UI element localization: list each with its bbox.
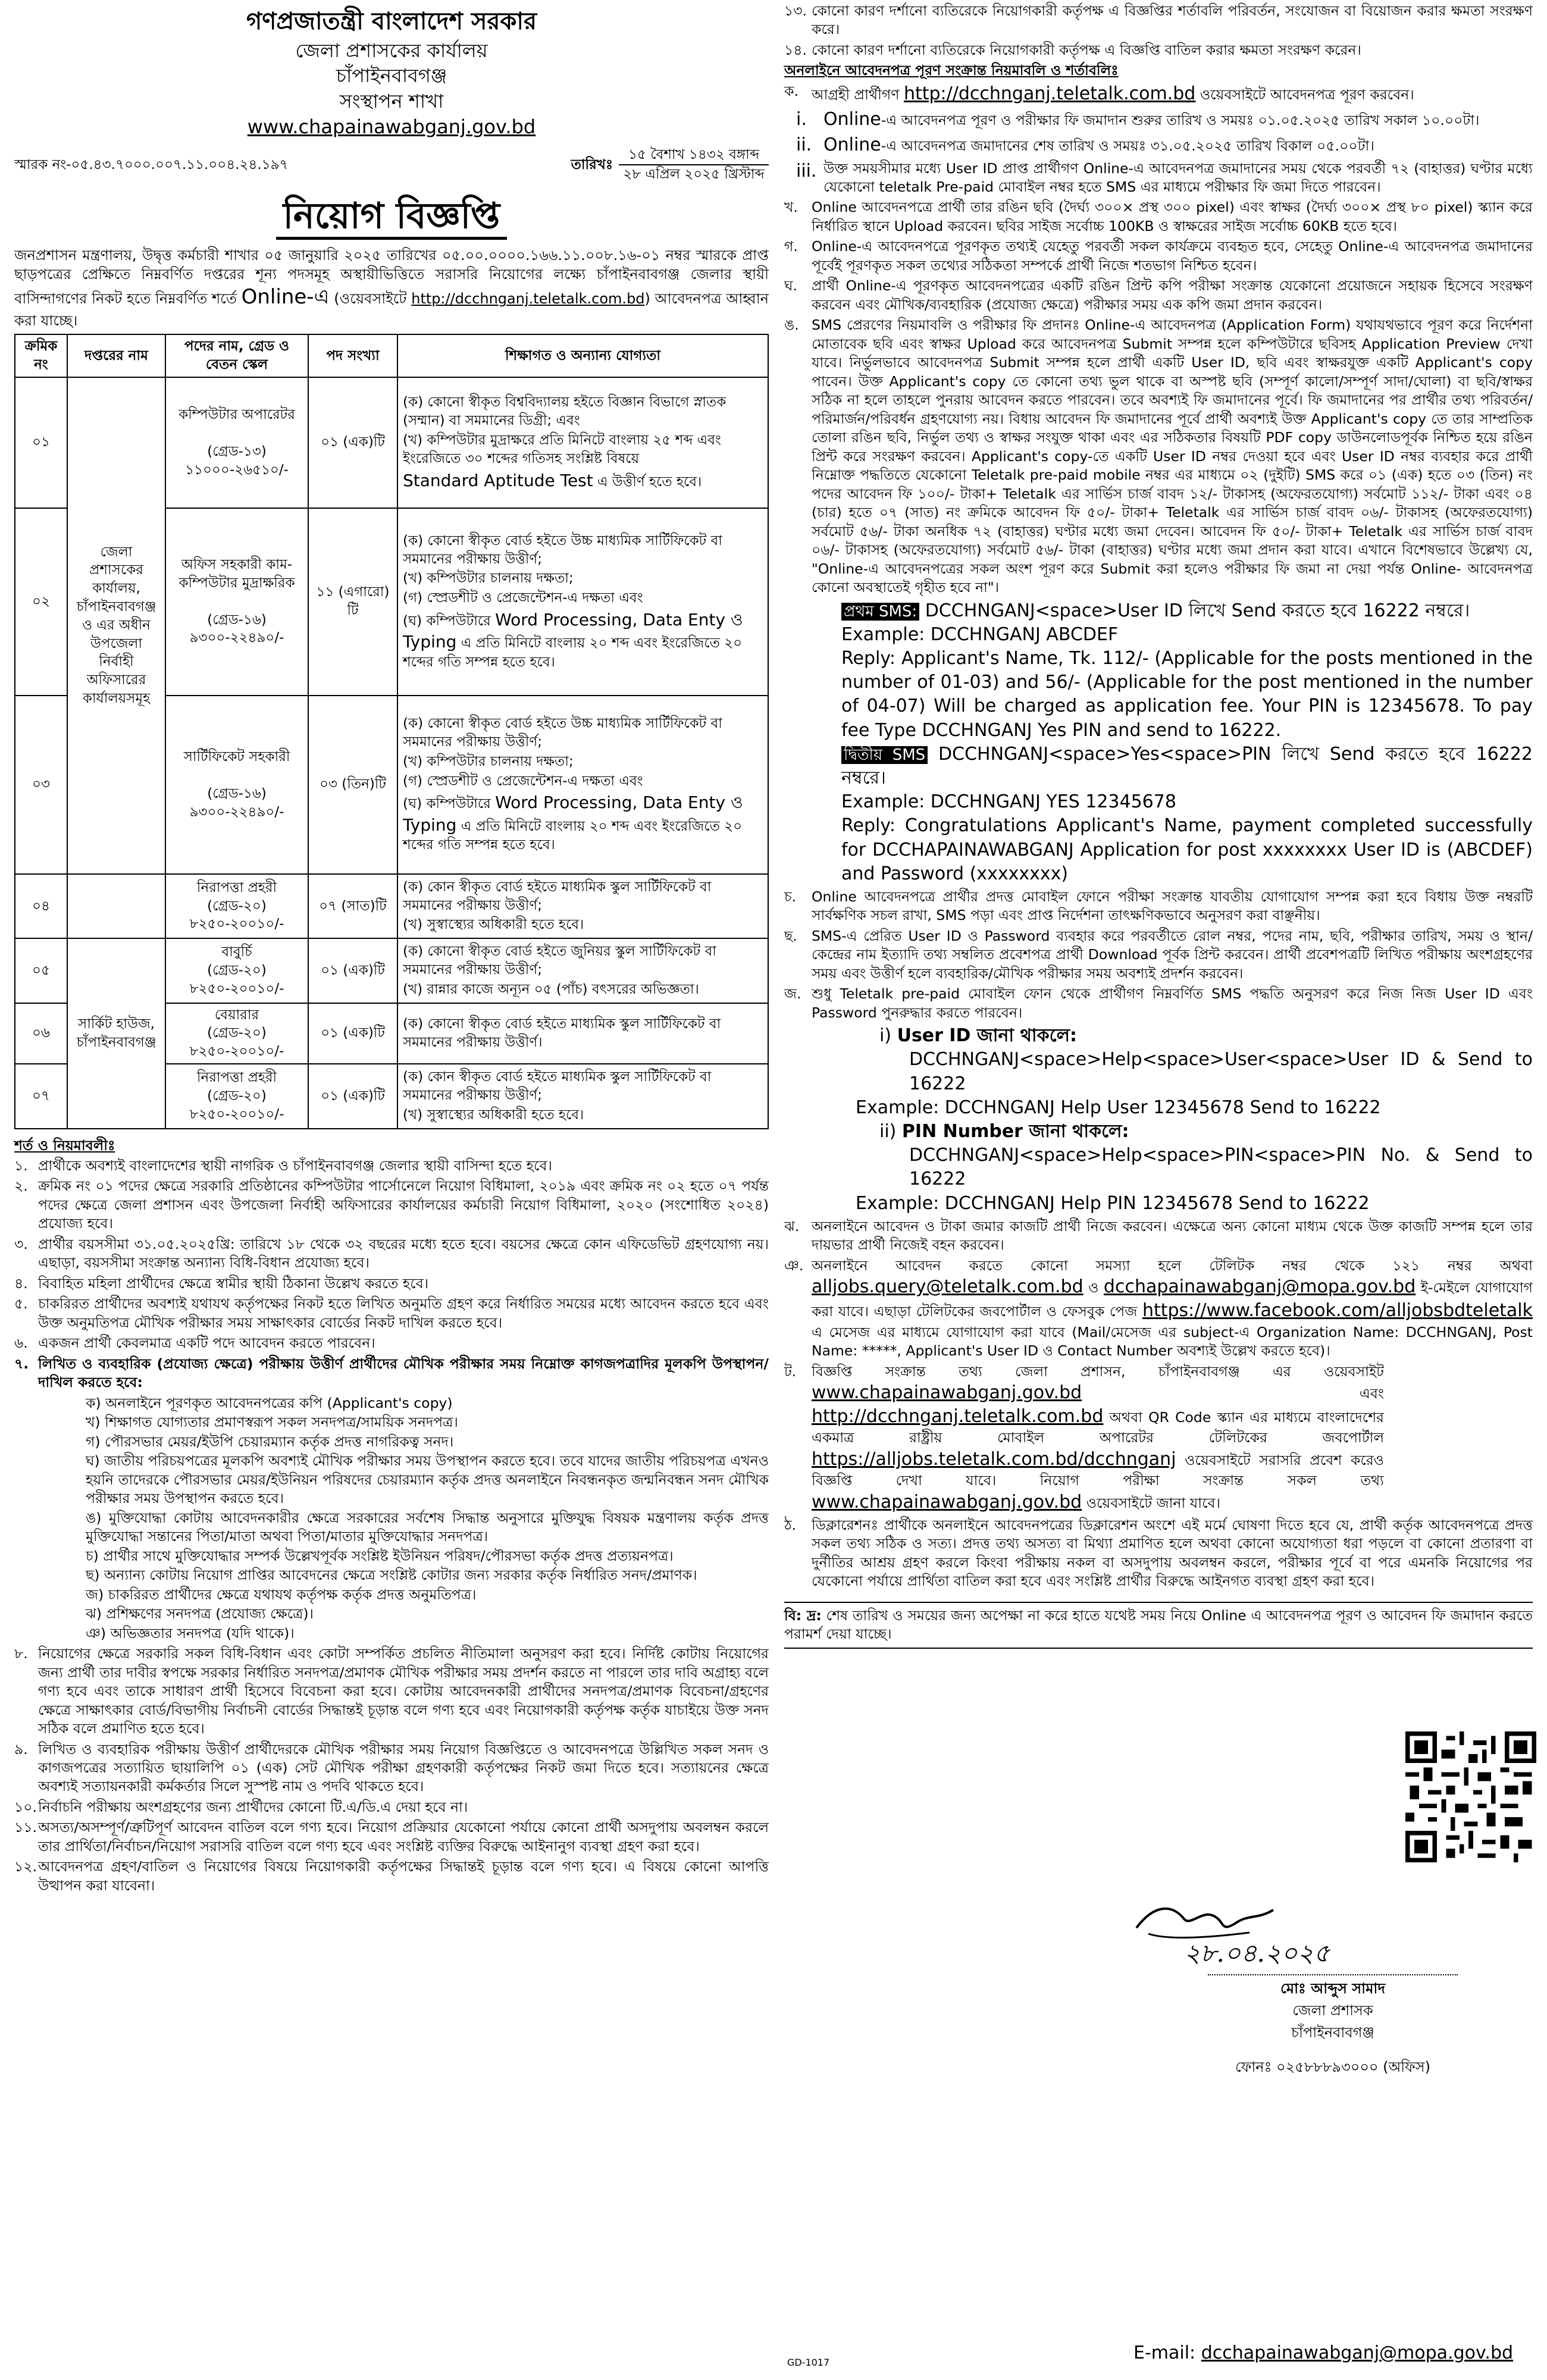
apply-website-link[interactable]: http://dcchnganj.teletalk.com.bd	[903, 83, 1196, 104]
memo-number: স্মারক নং-০৫.৪৩.৭০০০.০০৭.১১.০০৪.২৪.১৯৭	[14, 156, 289, 173]
header-website-link[interactable]: www.chapainawabganj.gov.bd	[247, 115, 536, 139]
document-item: ছ) অন্যান্য কোটায় নিয়োগ প্রাপ্তির আবেদনের ক্ষেত্রে সংশ্লিষ্ট কোটার জন্য সরকার কর্তৃক নির্ধারিত সনদ/প্রমাণক।	[86, 1567, 697, 1584]
list-item: ১. প্রার্থীকে অবশ্যই বাংলাদেশের স্থায়ী নাগরিক ও চাঁপাইনবাবগঞ্জ জেলার স্থায়ী বাসিন্দা হতে হবে।	[14, 1157, 552, 1174]
table-header-row	[15, 334, 768, 377]
sms-first-example: Example: DCCHNGANJ ABCDEF	[841, 624, 1119, 645]
footer-code: GD-1017	[787, 2357, 830, 2368]
table-row: ০৩ সার্টিফিকেট সহকারী (গ্রেড-১৬) ৯৩০০-২২৪৯০/- ০৩ (তিন)টি (ক) কোনো স্বীকৃত বোর্ড হইতে উচ্চ মাধ্যমিক সার্টিফিকেট বা সমমানের পরীক্ষায় উত্তীর্ণ; (খ) কম্পিউটার চালনায় দক্ষতা; (গ) স্প্রেডশীট ও প্রেজেন্টেশন-এ দক্ষতা এবং (ঘ) কম্পিউটারে Word Processing, Data Enty ও Typing এ প্রতি মিনিটে বাংলায় ২০ শব্দ এবং ইংরেজিতে ২০ শব্দের গতি সম্পন্ন হতে হবে।	[15, 696, 768, 874]
conditions	[14, 1136, 769, 1896]
teletalk-email-link[interactable]: alljobs.query@teletalk.com.bd	[812, 1276, 1083, 1298]
qr-code-icon[interactable]	[1405, 1731, 1536, 1862]
sms-second: দ্বিতীয় SMS DCCHNGANJ<space>Yes<space>PIN লিখে Send করতে হবে 16222 নম্বরে।	[841, 743, 1533, 788]
list-item: ছ. SMS-এ প্রেরিত User ID ও Password ব্যবহার করে পরবর্তীতে রোল নম্বর, পদের নাম, ছবি, পরীক্ষার তারিখ, সময় ও স্থান/কেন্দ্রের নাম ইত্যাদি তথ্য সম্বলিত প্রবেশপত্র প্রার্থী Download পূর্বক প্রিন্ট করবেন। প্রার্থী প্রবেশপত্রটি লিখিত পরীক্ষায় অংশগ্রহণের সময় এবং উত্তীর্ণ হলে ব্যবহারিক/মৌখিক পরীক্ষার সময় অবশ্যই প্রদর্শন করবেন।	[784, 927, 1533, 982]
date-stack	[619, 146, 769, 184]
document-item: ক) অনলাইনে পূরণকৃত আবেদনপত্রের কপি (Applicant's copy)	[86, 1394, 453, 1411]
table-row: ০৭ নিরাপত্তা প্রহরী (গ্রেড-২০) ৮২৫০-২০০১০/- ০১ (এক)টি (ক) কোন স্বীকৃত বোর্ড হইতে মাধ্যমিক স্কুল সার্টিফিকেট বা সমমানের পরীক্ষায় উত্তীর্ণ; (খ) সুস্বাস্থ্যের অধিকারী হতে হবে।	[15, 1064, 768, 1128]
list-item: ১৩. কোনো কারণ দর্শানো ব্যতিরেকে নিয়োগকারী কর্তৃপক্ষ এ বিজ্ঞপ্তির শর্তাবলি পরিবর্তন, সংযোজন বা বিয়োজন করার ক্ষমতা সংরক্ষণ করে।	[784, 2, 1533, 38]
list-item: iii. উক্ত সময়সীমার মধ্যে User ID প্রাপ্ত প্রার্থীগণ Online-এ আবেদনপত্র জমাদানের সময় থেকে পরবর্তী ৭২ (বাহাত্তর) ঘণ্টার মধ্যে যেকোনো teletalk Pre-paid মোবাইল নম্বর হতে SMS এর মাধ্যমে পরীক্ষার ফি জমা দিতে পারবেন।	[796, 159, 1533, 195]
left-column	[14, 0, 769, 1897]
document-item: ঞ) অভিজ্ঞতার সনদপত্র (যদি থাকে)।	[86, 1624, 295, 1642]
th-office: দপ্তরের নাম	[67, 334, 165, 377]
signatory-title: জেলা প্রশাসক	[1292, 2002, 1373, 2019]
memo-dates	[571, 146, 769, 184]
sms-first: প্রথম SMS: DCCHNGANJ<space>User ID লিখে Send করতে হবে 16222 নম্বরে।	[784, 599, 1533, 623]
list-item: ৫. চাকরিরত প্রার্থীদের অবশ্যই যথাযথ কর্তৃপক্ষের নিকট হতে লিখিত অনুমতি গ্রহণ করে নির্ধারিত সময়ের মধ্যে আবেদন করতে হবে এবং উক্ত অনুমতিপত্র মৌখিক পরীক্ষার সময় সাক্ষাৎকার বোর্ডের নিকট দাখিল করতে হবে।	[14, 1295, 769, 1331]
list-item: ii. Online-এ আবেদনপত্র জমাদানের শেষ তারিখ ও সময়ঃ ৩১.০৫.২০২৫ তারিখ বিকাল ০৫.০০টা।	[796, 134, 1374, 156]
office-cell-1: জেলা প্রশাসকের কার্যালয়, চাঁপাইনবাবগঞ্জ ও এর অধীন উপজেলা নির্বাহী অফিসারের কার্যালয়সমূহ	[67, 377, 165, 874]
list-item: ঞ. অনলাইনে আবেদন করতে কোনো সমস্যা হলে টেলিটক নম্বর থেকে ১২১ নম্বর অথবা alljobs.query@teletalk.com.bd ও dcchapainawabganj@mopa.gov.bd ই-মেইলে যোগাযোগ করা যাবে। এছাড়া টেলিটকের জবপোর্টাল ও ফেসবুক পেজ https://www.facebook.com/alljobsbdteletalk এ মেসেজ এর মাধ্যমে যোগাযোগ করা যাবে (Mail/মেসেজ এর subject-এ Organization Name: DCCHNGANJ, Post Name: *****, Applicant's User ID ও Contact Number অবশ্যই উল্লেখ করতে হবে)।	[784, 1257, 1533, 1360]
note-box: বি: দ্র: শেষ তারিখ ও সময়ের জন্য অপেক্ষা না করে হাতে যথেষ্ট সময় নিয়ে Online এ আবেদনপত্র পূরণ ও আবেদন ফি জমাদান করতে পরামর্শ দেয়া যাচ্ছে।	[784, 1602, 1533, 1649]
right-text: ১৩. কোনো কারণ দর্শানো ব্যতিরেকে নিয়োগকারী কর্তৃপক্ষ এ বিজ্ঞপ্তির শর্তাবলি পরিবর্তন, সংযোজন বা বিয়োজন করার ক্ষমতা সংরক্ষণ করে। ১৪. কোনো কারণ দর্শানো ব্যতিরেকে নিয়োগকারী কর্তৃপক্ষ এ বিজ্ঞপ্তি বাতিল করার ক্ষমতা সংরক্ষণ করেন। অনলাইনে আবেদনপত্র পূরণ সংক্রান্ত নিয়মাবলি ও শর্তাবলিঃ ক. আগ্রহী প্রার্থীগণ http://dcchnganj.teletalk.com.bd ওয়েবসাইটে আবেদনপত্র পূরণ করবেন। i. Online-এ আবেদনপত্র পূরণ ও পরীক্ষার ফি জমাদান শুরুর তারিখ ও সময়ঃ ০১.০৫.২০২৫ তারিখ সকাল ১০.০০টা। ii. Online-এ আবেদনপত্র জমাদানের শেষ তারিখ ও সময়ঃ ৩১.০৫.২০২৫ তারিখ বিকাল ০৫.০০টা। iii. উক্ত সময়সীমার মধ্যে User ID প্রাপ্ত প্রার্থীগণ Online-এ আবেদনপত্র জমাদানের সময় থেকে পরবর্তী ৭২ (বাহাত্তর) ঘণ্টার মধ্যে যেকোনো teletalk Pre-paid মোবাইল নম্বর হতে SMS এর মাধ্যমে পরীক্ষার ফি জমা দিতে পারবেন। খ. Online আবেদনপত্রে প্রার্থী তার রঙিন ছবি (দৈর্ঘ্য ৩০০× প্রস্থ ৩০০ pixel) এবং স্বাক্ষর (দৈর্ঘ্য ৩০০× প্রস্থ ৮০ pixel) স্ক্যান করে নির্ধারিত স্থানে Upload করবেন। ছবির সাইজ সর্বোচ্চ 100KB ও স্বাক্ষরের সাইজ সর্বোচ্চ 60KB হতে হবে। গ. Online-এ আবেদনপত্রে পূরণকৃত তথ্যই যেহেতু পরবর্তী সকল কার্যক্রমে ব্যবহৃত হবে, সেহেতু Online-এ আবেদনপত্র জমাদানের পূর্বেই পূরণকৃত সকল তথ্যের সঠিকতা সম্পর্কে প্রার্থী নিজে শতভাগ নিশ্চিত হবেন। ঘ. প্রার্থী Online-এ পূরণকৃত আবেদনপত্রের একটি রঙিন প্রিন্ট কপি পরীক্ষা সংক্রান্ত যেকোনো প্রয়োজনে সহায়ক হিসেবে সংরক্ষণ করবেন এবং মৌখিক/ব্যবহারিক (প্রযোজ্য ক্ষেত্রে) পরীক্ষার সময় এক কপি জমা প্রদান করবেন। ঙ. SMS প্রেরণের নিয়মাবলি ও পরীক্ষার ফি প্রদানঃ Online-এ আবেদনপত্র (Application Form) যথাযথভাবে পূরণ করে নির্দেশনা মোতাবেক ছবি এবং স্বাক্ষর Upload করে আবেদনপত্র Submit সম্পন্ন হলে কম্পিউটারে ছবিসহ Application Preview দেখা যাবে। নির্ভুলভাবে আবেদনপত্র Submit সম্পন্ন হলে প্রার্থী একটি User ID, ছবি এবং স্বাক্ষরযুক্ত একটি Applicant's copy পাবেন। উক্ত Applicant's copy তে কোনো তথ্য ভুল থাকে বা অস্পষ্ট ছবি (সম্পূর্ণ কালো/সম্পূর্ণ সাদা/ঘোলা) বা ছবি/স্বাক্ষর সঠিক না হলে তাহলে পুনরায় আবেদন করতে পারবেন। তবে অবশ্যই ফি জমাদানের পূর্বে। ফি জমাদানের পর প্রার্থীর তথ্য পরিবর্তন/পরিমার্জন/পরিবর্ধন গ্রহণযোগ্য নয়। বিধায় আবেদন ফি জমাদানের পূর্বে প্রার্থী অবশ্যই উক্ত Applicant's copy তে তার সাম্প্রতিক তোলা রঙিন ছবি, নির্ভুল তথ্য ও স্বাক্ষর সংযুক্ত থাকা এবং এর সঠিকতার বিষয়টি PDF copy ডাউনলোডপূর্বক নিশ্চিত হয়ে রঙিন প্রিন্ট করে সংরক্ষণ করবেন। Applicant's copy-তে একটি User ID নম্বর দেওয়া হবে এবং User ID নম্বর ব্যবহার করে প্রার্থী নিম্নোক্ত পদ্ধতিতে যেকোনো Teletalk pre-paid mobile নম্বর এর মাধ্যমে ০২ (দুইটি) SMS করে ০১ (এক) হতে ০৩ (তিন) নং পদের আবেদন ফি ১০০/- টাকা+ Teletalk এর সার্ভিস চার্জ বাবদ ১২/- টাকাসহ (অফেরতযোগ্য) সর্বমোট ১১২/- টাকা এবং ০৪ (চার) হতে ০৭ (সাত) নং ক্রমিকে আবেদন ফি ৫০/- টাকা+ Teletalk এর সার্ভিস চার্জ বাবদ ০৬/- টাকাসহ (অফেরতযোগ্য) সর্বমোট ৫৬/- টাকা অনধিক ৭২ (বাহাত্তর) ঘণ্টার মধ্যে জমা দেবেন। আবেদন ফি ৫০/- টাকা+ Teletalk এর সার্ভিস চার্জ বাবদ ০৬/- টাকাসহ (অফেরতযোগ্য) সর্বমোট ৫৬/- টাকা (বাহাত্তর) ঘণ্টার মধ্যে জমা প্রদান করা যাবে। এখানে বিশেষভাবে উল্লেখ্য যে, "Online-এ আবেদনপত্রের সকল অংশ পূরণ করে Submit করা হলেও পরীক্ষার ফি জমা না দেয়া পর্যন্ত Online- আবেদনপত্র কোনো অবস্থাতেই গৃহীত হবে না"। প্রথম SMS: DCCHNGANJ<space>User ID লিখে Send করতে হবে 16222 নম্বরে। Example: DCCHNGANJ ABCDEF Reply: Applicant's Name, Tk. 112/- (Applicable for the posts mentioned in the number of 01-03) and 56/- (Applicable for the post mentioned in the number of 04-07) Will be charged as application fee. Your PIN is 12345678. To pay fee Type DCCHNGANJ Yes PIN and send to 16222. দ্বিতীয় SMS DCCHNGANJ<space>Yes<space>PIN লিখে Send করতে হবে 16222 নম্বরে। Example: DCCHNGANJ YES 12345678 Reply: Congratulations Applicant's Name, payment completed successfully for DCCHAPAINAWABGANJ Application for post xxxxxxxx User ID is (ABCDEF) and Password (xxxxxxxx) চ. Online আবেদনপত্রে প্রার্থীর প্রদত্ত মোবাইল ফোনে পরীক্ষা সংক্রান্ত যাবতীয় যোগাযোগ সম্পন্ন করা হবে বিধায় উক্ত নম্বরটি সার্বক্ষণিক সচল রাখা, SMS পড়া এবং প্রাপ্ত নির্দেশনা তাৎক্ষণিকভাবে অনুসরণ করা বাঞ্ছনীয়। ছ. SMS-এ প্রেরিত User ID ও Password ব্যবহার করে পরবর্তীতে রোল নম্বর, পদের নাম, ছবি, পরীক্ষার তারিখ, সময় ও স্থান/কেন্দ্রের নাম ইত্যাদি তথ্য সম্বলিত প্রবেশপত্র প্রার্থী Download পূর্বক প্রিন্ট করবেন। প্রার্থী প্রবেশপত্রটি লিখিত পরীক্ষায় অংশগ্রহণের সময় এবং উত্তীর্ণ হলে ব্যবহারিক/মৌখিক পরীক্ষার সময় অবশ্যই প্রদর্শন করবেন। জ. শুধু Teletalk pre-paid মোবাইল ফোন থেকে প্রার্থীগণ নিম্নবর্ণিত SMS পদ্ধতি অনুসরণ করে নিজ নিজ User ID এবং Password পুনরুদ্ধার করতে পারবেন। i) User ID জানা থাকলে: DCCHNGANJ<space>Help<space>User<space>User ID & Send to 16222 Example: DCCHNGANJ Help User 12345678 Send to 16222 ii) PIN Number জানা থাকলে: DCCHNGANJ<space>Help<space>PIN<space>PIN No. & Send to 16222 Example: DCCHNGANJ Help PIN 12345678 Send to 16222 ঝ. অনলাইনে আবেদন ও টাকা জমার কাজটি প্রার্থী নিজে করবেন। এক্ষেত্রে অন্য কোনো মাধ্যম থেকে উক্ত কাজটি সম্পন্ন হলে তার দায়ভার প্রার্থী নিজেই বহন করবেন। ঞ. অনলাইনে আবেদন করতে কোনো সমস্যা হলে টেলিটক নম্বর থেকে ১২১ নম্বর অথবা alljobs.query@teletalk.com.bd ও dcchapainawabganj@mopa.gov.bd ই-মেইলে যোগাযোগ করা যাবে। এছাড়া টেলিটকের জবপোর্টাল ও ফেসবুক পেজ https://www.facebook.com/alljobsbdteletalk এ মেসেজ এর মাধ্যমে যোগাযোগ করা যাবে (Mail/মেসেজ এর subject-এ Organization Name: DCCHNGANJ, Post Name: *****, Applicant's User ID ও Contact Number অবশ্যই উল্লেখ করতে হবে)। ট. বিজ্ঞপ্তি সংক্রান্ত তথ্য জেলা প্রশাসন, চাঁপাইনবাবগঞ্জ এর ওয়েবসাইট www.chapainawabganj.gov.bd এবং http://dcchnganj.teletalk.com.bd অথবা QR Code স্ক্যান এর মাধ্যমে বাংলাদেশের একমাত্র রাষ্ট্রীয় মোবাইল অপারেটর টেলিটকের জবপোর্টাল https://alljobs.teletalk.com.bd/dcchnganj ওয়েবসাইটে সরাসরি প্রবেশ করেও বিজ্ঞপ্তি দেখা যাবে। নিয়োগ পরীক্ষা সংক্রান্ত সকল তথ্য www.chapainawabganj.gov.bd ওয়েবসাইটে জানা যাবে। ঠ. ডিক্লারেশনঃ প্রার্থীকে অনলাইনে আবেদনপত্রের ডিক্লারেশন অংশে এই মর্মে ঘোষণা দিতে হবে যে, প্রার্থী কর্তৃক আবেদনপত্রে প্রদত্ত সকল তথ্য সঠিক ও সত্য। প্রদত্ত তথ্য অসত্য বা মিথ্যা প্রমাণিত হলে অথবা কোনো অযোগ্যতা ধরা পড়লে বা কোনো প্রতারণা বা দুর্নীতির আশ্রয় গ্রহণ করলে কিংবা পরীক্ষায় নকল বা অসদুপায় অবলম্বন করলে, পরীক্ষার পূর্বে বা পরে এমনকি নিয়োগের পর যেকোনো পর্যায়ে প্রার্থিতা বাতিল করা হবে এবং সংশ্লিষ্ট প্রার্থীর বিরুদ্ধে আইনগত ব্যবস্থা গ্রহণ করা হবে। বি: দ্র: শেষ তারিখ ও সময়ের জন্য অপেক্ষা না করে হাতে যথেষ্ট সময় নিয়ে Online এ আবেদনপত্র পূরণ ও আবেদন ফি জমাদান করতে পরামর্শ দেয়া যাচ্ছে।	[784, 2, 1533, 1649]
recover-user-id: i) User ID জানা থাকলে:	[879, 1025, 1078, 1047]
signatory-email-link[interactable]: dcchapainawabganj@mopa.gov.bd	[1201, 2343, 1514, 2363]
table-row: ০১ জেলা প্রশাসকের কার্যালয়, চাঁপাইনবাবগঞ্জ ও এর অধীন উপজেলা নির্বাহী অফিসারের কার্যালয়সমূহ কম্পিউটার অপারেটর (গ্রেড-১৩) ১১০০০-২৬৫১০/- ০১ (এক)টি (ক) কোনো স্বীকৃত বিশ্ববিদ্যালয় হইতে বিজ্ঞান বিভাগে স্নাতক (সম্মান) বা সমমানের ডিগ্রী; এবং (খ) কম্পিউটার মুদ্রাক্ষরে প্রতি মিনিটে বাংলায় ২৫ শব্দ এবং ইংরেজিতে ৩০ শব্দের গতিসহ সংশ্লিষ্ট বিষয়ে Standard Aptitude Test এ উত্তীর্ণ হতে হবে।	[15, 377, 768, 508]
list-item: ঝ. অনলাইনে আবেদন ও টাকা জমার কাজটি প্রার্থী নিজে করবেন। এক্ষেত্রে অন্য কোনো মাধ্যম থেকে উক্ত কাজটি সম্পন্ন হলে তার দায়ভার প্রার্থী নিজেই বহন করবেন।	[784, 1217, 1533, 1254]
list-item: ৬. একজন প্রার্থী কেবলমাত্র একটি পদে আবেদন করতে পারবেন।	[14, 1335, 375, 1352]
list-item: ১১. অসত্য/অসম্পূর্ণ/ত্রুটিপূর্ণ আবেদন বাতিল বলে গণ্য হবে। নিয়োগ প্রক্রিয়ার যেকোনো পর্যায়ে কোনো প্রার্থী অসদুপায় অবলম্বন করলে তার প্রার্থিতা/নির্বাচন/নিয়োগ সরাসরি বাতিল বলে গণ্য হবে এবং সংশ্লিষ্ট ব্যক্তির বিরুদ্ধে আইনানুগ ব্যবস্থা গ্রহণ করা হবে।	[14, 1819, 769, 1855]
memo-line	[14, 146, 769, 184]
table-row: ০৫ সার্কিট হাউজ, চাঁপাইনবাবগঞ্জ বাবুর্চি (গ্রেড-২০) ৮২৫০-২০০১০/- ০১ (এক)টি (ক) কোনো স্বীকৃত বোর্ড হইতে জুনিয়র স্কুল সার্টিফিকেট বা সমমানের পরীক্ষায় উত্তীর্ণ; (খ) রান্নার কাজে অন্যূন ০৫ (পাঁচ) বৎসরের অভিজ্ঞতা।	[15, 938, 768, 1003]
government-name: গণপ্রজাতন্ত্রী বাংলাদেশ সরকার	[246, 8, 537, 35]
list-item: ক. আগ্রহী প্রার্থীগণ http://dcchnganj.teletalk.com.bd ওয়েবসাইটে আবেদনপত্র পূরণ করবেন।	[784, 82, 1414, 104]
office-cell-2: সার্কিট হাউজ, চাঁপাইনবাবগঞ্জ	[67, 938, 165, 1128]
alljobs-link[interactable]: https://alljobs.teletalk.com.bd/dcchnganj	[812, 1448, 1176, 1470]
th-count: পদ সংখ্যা	[308, 334, 397, 377]
document-item: চ) প্রার্থীর সাথে মুক্তিযোদ্ধার সম্পর্ক উল্লেখপূর্বক সংশ্লিষ্ট ইউনিয়ন পরিষদ/পৌরসভা কর্তৃক প্রদত্ত প্রত্যয়নপত্র।	[86, 1547, 674, 1564]
th-serial: ক্রমিক নং	[15, 334, 67, 377]
list-item: ৭. লিখিত ও ব্যবহারিক (প্রযোজ্য ক্ষেত্রে) পরীক্ষায় উত্তীর্ণ প্রার্থীদের মৌখিক পরীক্ষার সময় নিম্নোক্ত কাগজপত্রাদির মূলকপি উপস্থাপন/দাখিল করতে হবে:	[14, 1355, 769, 1391]
document-item: ঘ) জাতীয় পরিচয়পত্রের মূলকপি অবশ্যই মৌখিক পরীক্ষার সময় উপস্থাপন করতে হবে। তবে যাদের জাতীয় পরিচয়পত্র এখনও হয়নি তাদেরকে পৌরসভার মেয়র/ইউনিয়ন পরিষদের চেয়ারম্যান কর্তৃক প্রদত্ত অনলাইনে নিবন্ধনকৃত জন্মনিবন্ধন সনদ মৌখিক পরীক্ষার সময় উপস্থাপন করতে হবে।	[86, 1452, 769, 1507]
list-item: ১২. আবেদনপত্র গ্রহণ/বাতিল ও নিয়োগের বিষয়ে নিয়োগকারী কর্তৃপক্ষের সিদ্ধান্তই চূড়ান্ত বলে গণ্য হবে। এ বিষয়ে কোনো আপত্তি উত্থাপন করা যাবেনা।	[14, 1858, 769, 1894]
document-item: খ) শিক্ষাগত যোগ্যতার প্রমাণস্বরূপ সকল সনদপত্র/সাময়িক সনদপত্র।	[86, 1414, 458, 1431]
signatory-phone: ফোনঃ ০২৫৮৮৮৯৩০০০ (অফিস)	[1235, 2058, 1430, 2075]
header	[14, 6, 769, 140]
table-row: ০২ অফিস সহকারী কাম-কম্পিউটার মুদ্রাক্ষরিক (গ্রেড-১৬) ৯৩০০-২২৪৯০/- ১১ (এগারো) টি (ক) কোনো স্বীকৃত বোর্ড হইতে উচ্চ মাধ্যমিক সার্টিফিকেট বা সমমানের পরীক্ষায় উত্তীর্ণ; (খ) কম্পিউটার চালনায় দক্ষতা; (গ) স্প্রেডশীট ও প্রেজেন্টেশন-এ দক্ষতা এবং (ঘ) কম্পিউটারে Word Processing, Data Enty ও Typing এ প্রতি মিনিটে বাংলায় ২০ শব্দ এবং ইংরেজিতে ২০ শব্দের গতি সম্পন্ন হতে হবে।	[15, 508, 768, 696]
list-item: গ. Online-এ আবেদনপত্রে পূরণকৃত তথ্যই যেহেতু পরবর্তী সকল কার্যক্রমে ব্যবহৃত হবে, সেহেতু Online-এ আবেদনপত্র জমাদানের পূর্বেই পূরণকৃত সকল তথ্যের সঠিকতা সম্পর্কে প্রার্থী নিজে শতভাগ নিশ্চিত হবেন।	[784, 238, 1533, 274]
th-post: পদের নাম, গ্রেড ও বেতন স্কেল	[165, 334, 308, 377]
sms-first-tag: প্রথম SMS:	[841, 603, 919, 621]
signature-date: ২৮.০৪.২০২৫	[1184, 1939, 1330, 1968]
intro-paragraph: জনপ্রশাসন মন্ত্রণালয়, উদ্বৃত্ত কর্মচারী শাখার ০৫ জানুয়ারি ২০২৫ তারিখের ০৫.০০.০০০০.১৬৬.১১.০০৮.১৬-০১ নম্বর স্মারকে প্রাপ্ত ছাড়পত্রের প্রেক্ষিতে নিম্নবর্ণিত দপ্তরের শূন্য পদসমূহ অস্থায়ীভিত্তিতে সরাসরি নিয়োগের লক্ষ্যে চাঁপাইনবাবগঞ্জ জেলার স্থায়ী বাসিন্দাগণের নিকট হতে নিম্নবর্ণিত শর্তে Online-এ (ওয়েবসাইটে http://dcchnganj.teletalk.com.bd) আবেদনপত্র আহ্বান করা যাচ্ছে।	[14, 247, 769, 329]
note-tag: বি: দ্র:	[784, 1606, 822, 1624]
date-label: তারিখঃ	[571, 156, 613, 173]
intro-apply-link[interactable]: http://dcchnganj.teletalk.com.bd	[411, 290, 645, 308]
notice-title: নিয়োগ বিজ্ঞপ্তি	[14, 192, 769, 240]
conditions-heading: শর্ত ও নিয়মাবলীঃ	[14, 1136, 115, 1154]
office-name: জেলা প্রশাসকের কার্যালয়	[295, 39, 488, 62]
document-item: জ) চাকরিরত প্রার্থীদের ক্ষেত্রে যথাযথ কর্তৃপক্ষ কর্তৃক প্রদত্ত অনুমতিপত্র।	[86, 1586, 477, 1603]
posts-table	[14, 334, 769, 1129]
list-item: ১৪. কোনো কারণ দর্শানো ব্যতিরেকে নিয়োগকারী কর্তৃপক্ষ এ বিজ্ঞপ্তি বাতিল করার ক্ষমতা সংরক্ষণ করেন।	[784, 41, 1361, 58]
sms-second-example: Example: DCCHNGANJ YES 12345678	[841, 791, 1176, 813]
table-row: ০৬ বেয়ারার (গ্রেড-২০) ৮২৫০-২০০১০/- ০১ (এক)টি (ক) কোনো স্বীকৃত বোর্ড হইতে মাধ্যমিক স্কুল সার্টিফিকেট বা সমমানের পরীক্ষায় উত্তীর্ণ।	[15, 1003, 768, 1064]
list-item: ঠ. ডিক্লারেশনঃ প্রার্থীকে অনলাইনে আবেদনপত্রের ডিক্লারেশন অংশে এই মর্মে ঘোষণা দিতে হবে যে, প্রার্থী কর্তৃক আবেদনপত্রে প্রদত্ত সকল তথ্য সঠিক ও সত্য। প্রদত্ত তথ্য অসত্য বা মিথ্যা প্রমাণিত হলে অথবা কোনো অযোগ্যতা ধরা পড়লে বা কোনো প্রতারণা বা দুর্নীতির আশ্রয় গ্রহণ করলে কিংবা পরীক্ষায় নকল বা অসদুপায় অবলম্বন করলে, পরীক্ষার পূর্বে বা পরে এমনকি নিয়োগের পর যেকোনো পর্যায়ে প্রার্থিতা বাতিল করা হবে এবং সংশ্লিষ্ট প্রার্থীর বিরুদ্ধে আইনগত ব্যবস্থা গ্রহণ করা হবে।	[784, 1516, 1533, 1590]
sms-second-reply: Reply: Congratulations Applicant's Name, payment completed successfully for DCCHAPAINAWABGANJ Application for post xxxxxxxx User ID is (ABCDEF) and Password (xxxxxxxx)	[841, 815, 1533, 884]
list-item: ১০. নির্বাচনি পরীক্ষায় অংশগ্রহণের জন্য প্রার্থীদের কোনো টি.এ/ডি.এ দেয়া হবে না।	[14, 1798, 468, 1815]
list-item: ২. ক্রমিক নং ০১ পদের ক্ষেত্রে সরকারি প্রতিষ্ঠানের কম্পিউটার পার্সোনেলে নিয়োগ বিধিমালা, ২০১৯ এবং ক্রমিক নং ০২ হতে ০৭ পর্যন্ত পদের ক্ষেত্রে জেলা প্রশাসন এবং উপজেলা নির্বাহী অফিসারের কার্যালয়ের কর্মচারী নিয়োগ বিধিমালা, ২০২০ (সংশোধিত ২০২৪) প্রযোজ্য হবে।	[14, 1178, 769, 1232]
recover-pin: ii) PIN Number জানা থাকলে:	[879, 1121, 1129, 1142]
date-english: ২৮ এপ্রিল ২০২৫ খ্রিস্টাব্দ	[623, 166, 765, 182]
signature-block	[1208, 1974, 1458, 2078]
document-item: ঝ) প্রশিক্ষণের সনদপত্র (প্রযোজ্য ক্ষেত্রে)।	[86, 1605, 314, 1623]
list-item: ৪. বিবাহিত মহিলা প্রার্থীদের ক্ষেত্রে স্বামীর স্থায়ী ঠিকানা উল্লেখ করতে হবে।	[14, 1274, 429, 1292]
document-item: ঙ) মুক্তিযোদ্ধা কোটায় আবেদনকারীর ক্ষেত্রে সরকারের সর্বশেষ সিদ্ধান্ত অনুসারে মুক্তিযুদ্ধ বিষয়ক মন্ত্রণালয় কর্তৃক প্রদত্ত মুক্তিযোদ্ধা সন্তানের পিতা/মাতা অথবা পিতা/মাতার মুক্তিযোদ্ধার সনদপত্র।	[86, 1509, 769, 1545]
document-item: গ) পৌরসভার মেয়র/ইউপি চেয়ারম্যান কর্তৃক প্রদত্ত নাগরিকত্ব সনদ।	[86, 1433, 454, 1450]
district-name: চাঁপাইনবাবগঞ্জ	[336, 64, 447, 87]
list-item: ট. বিজ্ঞপ্তি সংক্রান্ত তথ্য জেলা প্রশাসন, চাঁপাইনবাবগঞ্জ এর ওয়েবসাইট www.chapainawabganj.gov.bd এবং http://dcchnganj.teletalk.com.bd অথবা QR Code স্ক্যান এর মাধ্যমে বাংলাদেশের একমাত্র রাষ্ট্রীয় মোবাইল অপারেটর টেলিটকের জবপোর্টাল https://alljobs.teletalk.com.bd/dcchnganj ওয়েবসাইটে সরাসরি প্রবেশ করেও বিজ্ঞপ্তি দেখা যাবে। নিয়োগ পরীক্ষা সংক্রান্ত সকল তথ্য www.chapainawabganj.gov.bd ওয়েবসাইটে জানা যাবে।	[784, 1363, 1384, 1512]
list-item: ৩. প্রার্থীর বয়সসীমা ৩১.০৫.২০২৫খ্রি: তারিখে ১৮ থেকে ৩২ বছরের মধ্যে হতে হবে। বয়সের ক্ষেত্রে কোন এফিডেভিট গ্রহণযোগ্য নয়। এছাড়া, বয়সসীমা সংক্রান্ত অন্যান্য বিধি-বিধান প্রযোজ্য হবে।	[14, 1235, 769, 1272]
list-item: চ. Online আবেদনপত্রে প্রার্থীর প্রদত্ত মোবাইল ফোনে পরীক্ষা সংক্রান্ত যাবতীয় যোগাযোগ সম্পন্ন করা হবে বিধায় উক্ত নম্বরটি সার্বক্ষণিক সচল রাখা, SMS পড়া এবং প্রাপ্ত নির্দেশনা তাৎক্ষণিকভাবে অনুসরণ করা বাঞ্ছনীয়।	[784, 888, 1533, 924]
list-item: ঘ. প্রার্থী Online-এ পূরণকৃত আবেদনপত্রের একটি রঙিন প্রিন্ট কপি পরীক্ষা সংক্রান্ত যেকোনো প্রয়োজনে সহায়ক হিসেবে সংরক্ষণ করবেন এবং মৌখিক/ব্যবহারিক (প্রযোজ্য ক্ষেত্রে) পরীক্ষার সময় এক কপি জমা প্রদান করবেন।	[784, 277, 1533, 313]
list-item: ৮. নিয়োগের ক্ষেত্রে সরকারি সকল বিধি-বিধান এবং কোটা সম্পর্কিত প্রচলিত নীতিমালা অনুসরণ করা হবে। নির্দিষ্ট কোটায় নিয়োগের জন্য প্রার্থী তার দাবীর স্বপক্ষে সরকার নির্ধারিত সনদপত্র/প্রমাণক মৌখিক পরীক্ষার সময় প্রদর্শন করতে না পারলে তার দাবি অগ্রাহ্য বলে গণ্য হবে এবং তাকে সাধারণ প্রার্থী হিসেবে বিবেচনা করা হবে। কোটায় আবেদনকারী প্রার্থীদের সনদপত্র/প্রমাণক বিবেচনা/গ্রহণের ক্ষেত্রে সাক্ষাৎকার বোর্ড/বিভাগীয় নির্বাচনী বোর্ডের সিদ্ধান্তই চূড়ান্ত বলে গণ্য হবে এবং নিয়োগকারী কর্তৃপক্ষ কর্তৃক যাচাইয়ে উক্ত সনদ সঠিক বলে প্রমাণিত হতে হবে।	[14, 1645, 769, 1737]
signatory-place: চাঁপাইনবাবগঞ্জ	[1291, 2024, 1374, 2041]
district-website-link-2[interactable]: www.chapainawabganj.gov.bd	[812, 1491, 1082, 1512]
teletalk-apply-link[interactable]: http://dcchnganj.teletalk.com.bd	[812, 1406, 1104, 1427]
list-item: i. Online-এ আবেদনপত্র পূরণ ও পরীক্ষার ফি জমাদান শুরুর তারিখ ও সময়ঃ ০১.০৫.২০২৫ তারিখ সকাল ১০.০০টা।	[796, 109, 1480, 130]
branch-name: সংস্থাপন শাখা	[339, 90, 444, 113]
signatory-email: E-mail: dcchapainawabganj@mopa.gov.bd	[1133, 2343, 1514, 2363]
sms-first-reply: Reply: Applicant's Name, Tk. 112/- (Applicable for the posts mentioned in the number of 01-03) and 56/- (Applicable for the post mentioned in the number of 04-07) Will be charged as application fee. Your PIN is 12345678. To pay fee Type DCCHNGANJ Yes PIN and send to 16222.	[841, 648, 1533, 741]
district-website-link[interactable]: www.chapainawabganj.gov.bd	[812, 1382, 1082, 1404]
online-rules-heading: অনলাইনে আবেদনপত্র পূরণ সংক্রান্ত নিয়মাবলি ও শর্তাবলিঃ	[784, 62, 1119, 79]
right-column	[784, 0, 1533, 1649]
list-item: খ. Online আবেদনপত্রে প্রার্থী তার রঙিন ছবি (দৈর্ঘ্য ৩০০× প্রস্থ ৩০০ pixel) এবং স্বাক্ষর (দৈর্ঘ্য ৩০০× প্রস্থ ৮০ pixel) স্ক্যান করে নির্ধারিত স্থানে Upload করবেন। ছবির সাইজ সর্বোচ্চ 100KB ও স্বাক্ষরের সাইজ সর্বোচ্চ 60KB হতে হবে।	[784, 199, 1533, 234]
table-row: ০৪ নিরাপত্তা প্রহরী (গ্রেড-২০) ৮২৫০-২০০১০/- ০৭ (সাত)টি (ক) কোন স্বীকৃত বোর্ড হইতে মাধ্যমিক স্কুল সার্টিফিকেট বা সমমানের পরীক্ষায় উত্তীর্ণ; (খ) সুস্বাস্থ্যের অধিকারী হতে হবে।	[15, 874, 768, 938]
list-item: ঙ. SMS প্রেরণের নিয়মাবলি ও পরীক্ষার ফি প্রদানঃ Online-এ আবেদনপত্র (Application Form) যথাযথভাবে পূরণ করে নির্দেশনা মোতাবেক ছবি এবং স্বাক্ষর Upload করে আবেদনপত্র Submit সম্পন্ন হলে কম্পিউটারে ছবিসহ Application Preview দেখা যাবে। নির্ভুলভাবে আবেদনপত্র Submit সম্পন্ন হলে প্রার্থী একটি User ID, ছবি এবং স্বাক্ষরযুক্ত একটি Applicant's copy পাবেন। উক্ত Applicant's copy তে কোনো তথ্য ভুল থাকে বা অস্পষ্ট ছবি (সম্পূর্ণ কালো/সম্পূর্ণ সাদা/ঘোলা) বা ছবি/স্বাক্ষর সঠিক না হলে তাহলে পুনরায় আবেদন করতে পারবেন। তবে অবশ্যই ফি জমাদানের পূর্বে। ফি জমাদানের পর প্রার্থীর তথ্য পরিবর্তন/পরিমার্জন/পরিবর্ধন গ্রহণযোগ্য নয়। বিধায় আবেদন ফি জমাদানের পূর্বে প্রার্থী অবশ্যই উক্ত Applicant's copy তে তার সাম্প্রতিক তোলা রঙিন ছবি, নির্ভুল তথ্য ও স্বাক্ষর সংযুক্ত থাকা এবং এর সঠিকতার বিষয়টি PDF copy ডাউনলোডপূর্বক নিশ্চিত হয়ে রঙিন প্রিন্ট করে সংরক্ষণ করবেন। Applicant's copy-তে একটি User ID নম্বর দেওয়া হবে এবং User ID নম্বর ব্যবহার করে প্রার্থী নিম্নোক্ত পদ্ধতিতে যেকোনো Teletalk pre-paid mobile নম্বর এর মাধ্যমে ০২ (দুইটি) SMS করে ০১ (এক) হতে ০৩ (তিন) নং পদের আবেদন ফি ১০০/- টাকা+ Teletalk এর সার্ভিস চার্জ বাবদ ১২/- টাকাসহ (অফেরতযোগ্য) সর্বমোট ১১২/- টাকা এবং ০৪ (চার) হতে ০৭ (সাত) নং ক্রমিকে আবেদন ফি ৫০/- টাকা+ Teletalk এর সার্ভিস চার্জ বাবদ ০৬/- টাকাসহ (অফেরতযোগ্য) সর্বমোট ৫৬/- টাকা অনধিক ৭২ (বাহাত্তর) ঘণ্টার মধ্যে জমা দেবেন। আবেদন ফি ৫০/- টাকা+ Teletalk এর সার্ভিস চার্জ বাবদ ০৬/- টাকাসহ (অফেরতযোগ্য) সর্বমোট ৫৬/- টাকা (বাহাত্তর) ঘণ্টার মধ্যে জমা প্রদান করা যাবে। এখানে বিশেষভাবে উল্লেখ্য যে, "Online-এ আবেদনপত্রের সকল অংশ পূরণ করে Submit করা হলেও পরীক্ষার ফি জমা না দেয়া পর্যন্ত Online- আবেদনপত্র কোনো অবস্থাতেই গৃহীত হবে না"।	[784, 317, 1533, 596]
dc-email-link[interactable]: dcchapainawabganj@mopa.gov.bd	[1103, 1276, 1416, 1298]
date-bangla: ১৫ বৈশাখ ১৪৩২ বঙ্গাব্দ	[619, 146, 769, 165]
facebook-link[interactable]: https://www.facebook.com/alljobsbdteletalk	[1142, 1300, 1533, 1321]
sms-second-tag: দ্বিতীয় SMS	[841, 746, 928, 764]
list-item: জ. শুধু Teletalk pre-paid মোবাইল ফোন থেকে প্রার্থীগণ নিম্নবর্ণিত SMS পদ্ধতি অনুসরণ করে নিজ নিজ User ID এবং Password পুনরুদ্ধার করতে পারবেন।	[784, 985, 1533, 1021]
signatory-name: মোঃ আব্দুস সামাদ	[1208, 1974, 1458, 2000]
list-item: ৯. লিখিত ও ব্যবহারিক পরীক্ষায় উত্তীর্ণ প্রার্থীদেরকে মৌখিক পরীক্ষার সময় নিয়োগ বিজ্ঞপ্তিতে ও আবেদনপত্রে উল্লিখিত সকল সনদ ও কাগজপত্রের সত্যায়িত ছায়ালিপি ০১ (এক) সেট মৌখিক পরীক্ষা গ্রহণকারী কর্তৃপক্ষের নিকট জমা দিতে হবে। সত্যায়নের ক্ষেত্রে অবশ্যই সত্যায়নকারী কর্মকর্তার সিলে সুস্পষ্ট নাম ও পদবি থাকতে হবে।	[14, 1740, 769, 1795]
th-qualification: শিক্ষাগত ও অন্যান্য যোগ্যতা	[397, 334, 768, 377]
